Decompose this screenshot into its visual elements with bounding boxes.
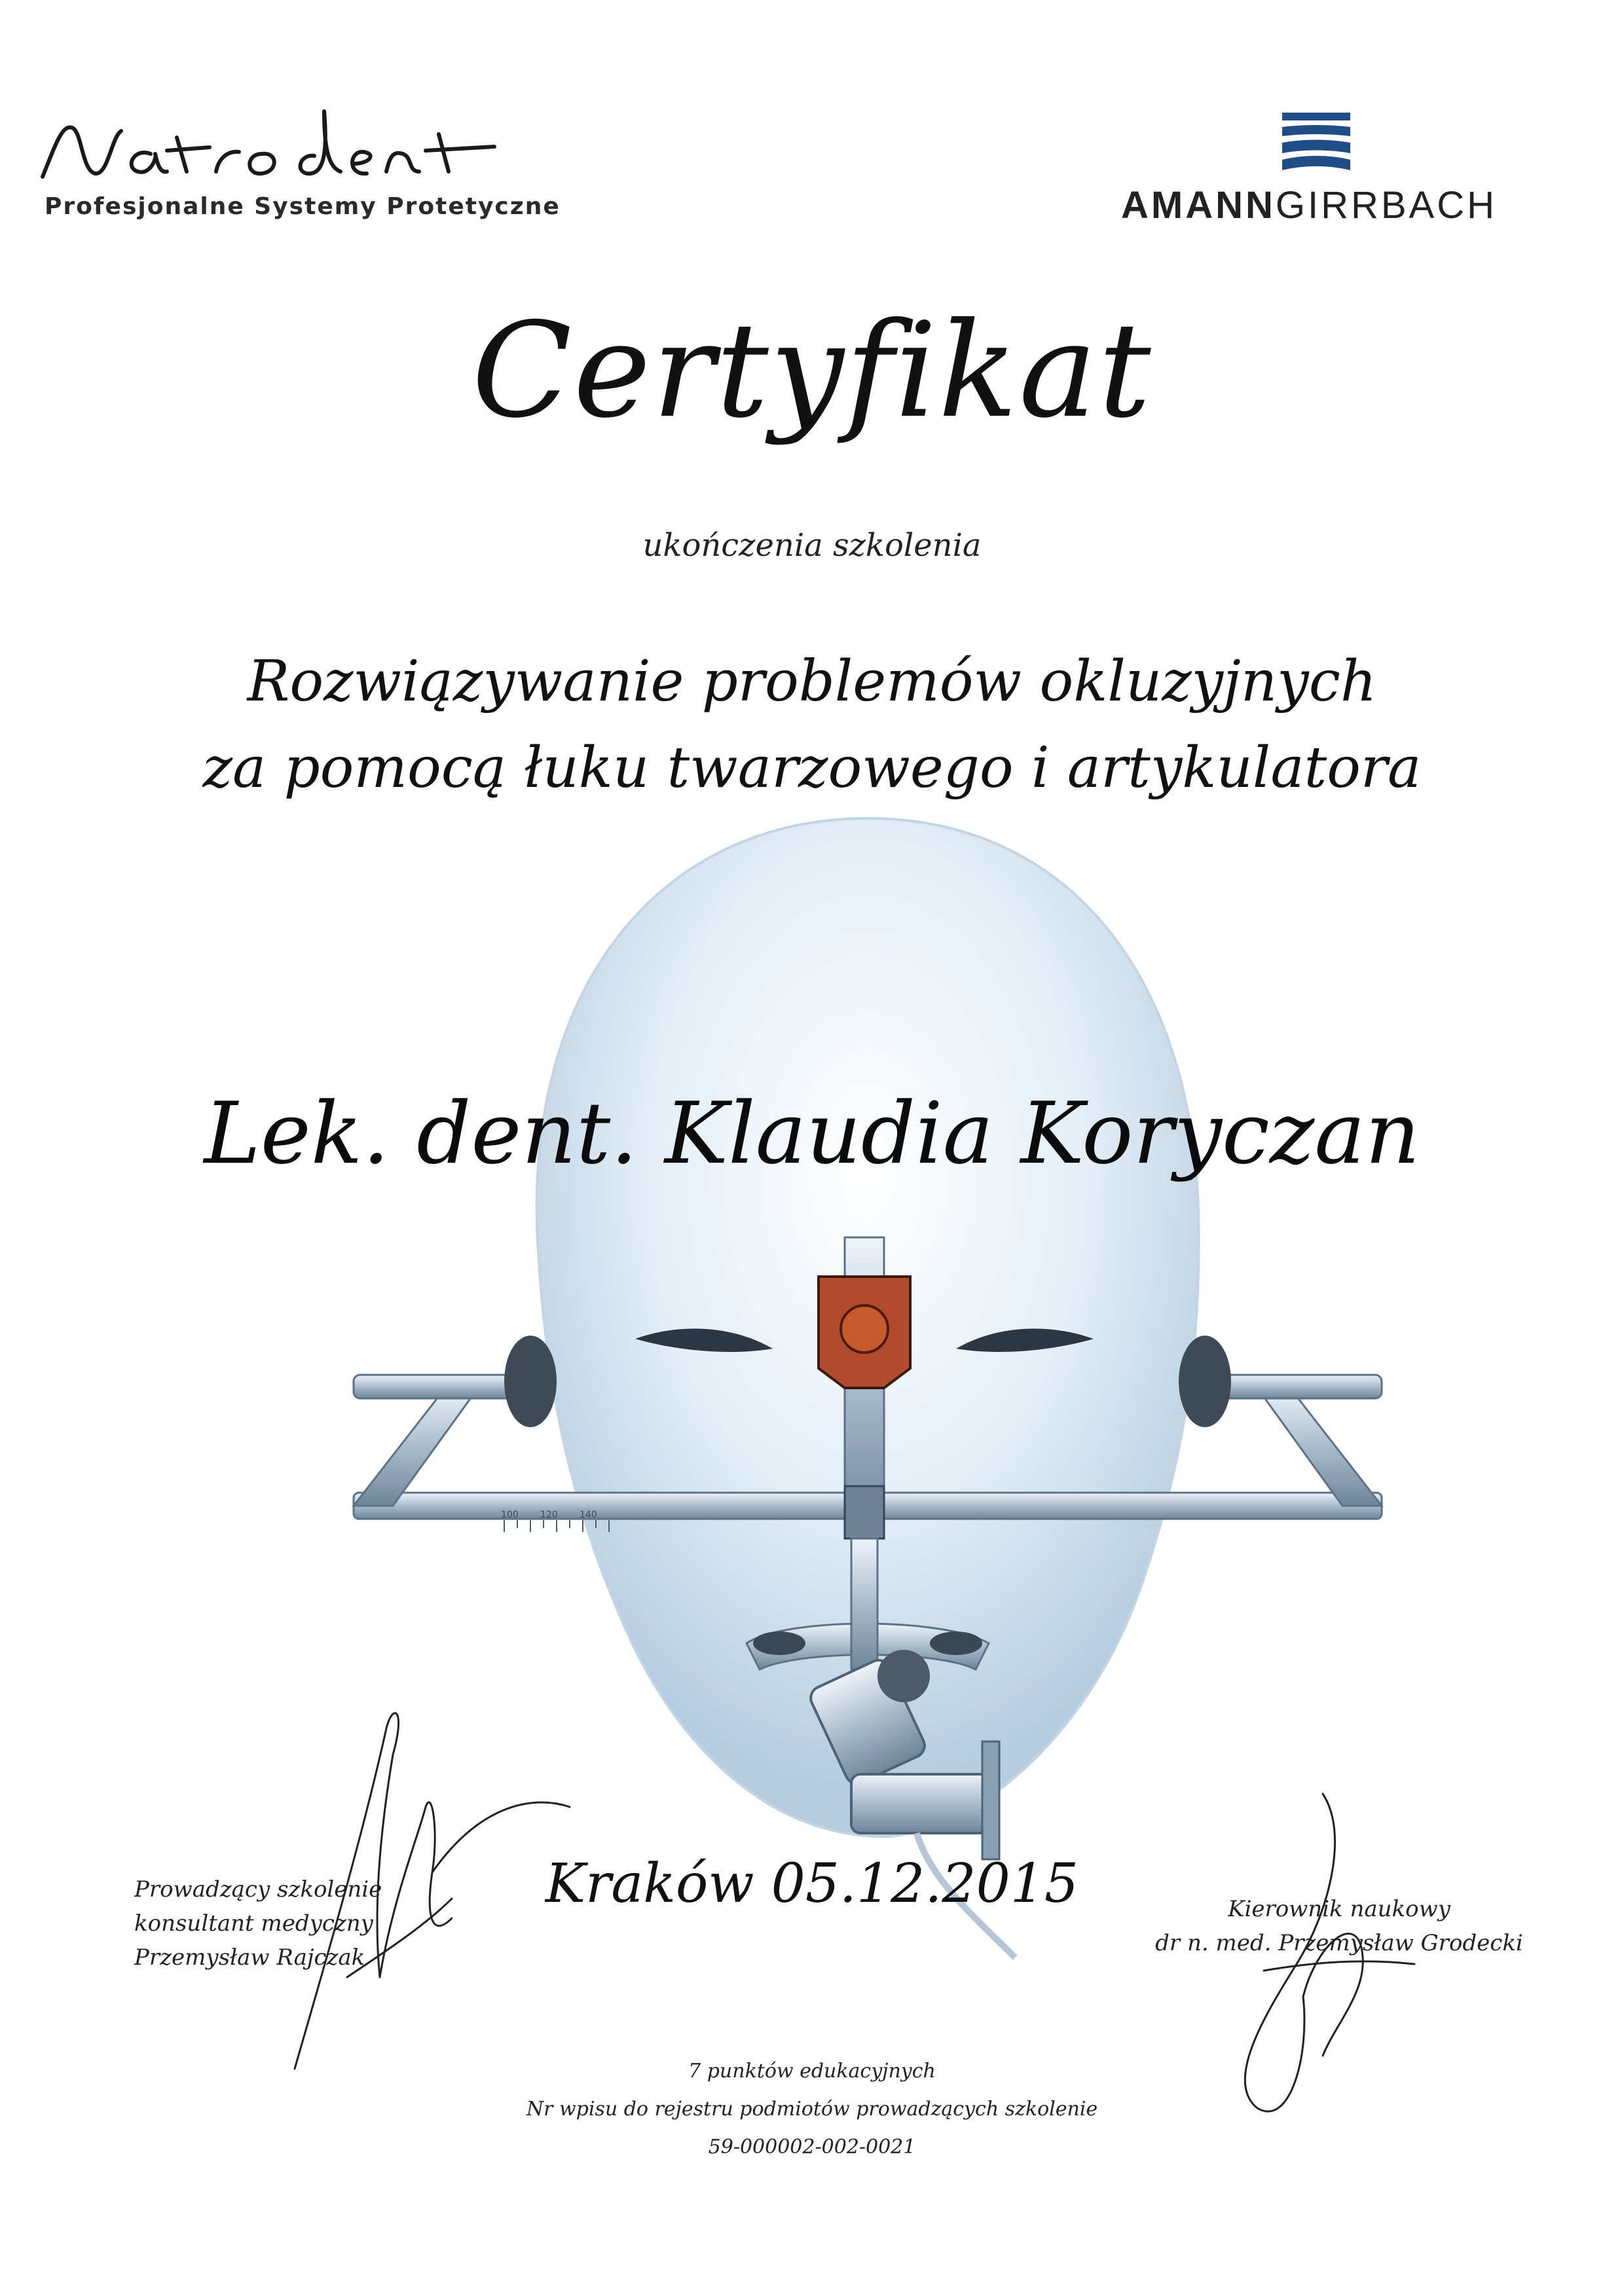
recipient-name: Lek. dent. Klaudia Koryczan	[204, 1084, 1420, 1183]
left-signatory-title: konsultant medyczny	[134, 1910, 373, 1937]
bite-fork-pad-right	[930, 1631, 982, 1655]
certificate-title: Certyfikat	[471, 295, 1153, 447]
left-signatory-role: Prowadzący szkolenie	[134, 1876, 382, 1903]
right-arm	[1257, 1388, 1382, 1506]
right-signatory-name: dr n. med. Przemysław Grodecki	[1155, 1930, 1523, 1956]
footer-info	[0, 2052, 1624, 2166]
left-ear-clamp	[504, 1336, 557, 1427]
bite-fork-stem	[851, 1539, 877, 1669]
place-date: Kraków 05.12.2015	[545, 1853, 1079, 1915]
joint-knob	[877, 1650, 930, 1702]
course-title	[0, 638, 1624, 811]
certificate-subtitle: ukończenia szkolenia	[642, 527, 982, 564]
right-ear-rod	[1211, 1375, 1382, 1398]
left-signatory-name: Przemysław Rajczak	[134, 1944, 365, 1971]
natrodent-logo	[36, 98, 625, 196]
registry-text: Nr wpisu do rejestru podmiotów prowadzących szkolenie	[526, 2098, 1098, 2121]
right-signatory-role: Kierownik naukowy	[1228, 1896, 1450, 1922]
ruler-tick-label: 100	[501, 1510, 519, 1520]
nasion-knob	[841, 1305, 888, 1353]
course-line-1: Rozwiązywanie problemów okluzyjnych	[247, 649, 1377, 714]
ruler-tick-label: 140	[580, 1510, 597, 1520]
ruler-tick-label: 120	[540, 1510, 558, 1520]
right-ear-clamp	[1179, 1336, 1231, 1427]
amann-word: AMANN	[1121, 184, 1276, 227]
registry-number: 59-000002-002-0021	[708, 2136, 916, 2159]
course-line-2: za pomocą łuku twarzowego i artykulatora	[202, 735, 1422, 801]
left-arm	[354, 1388, 478, 1506]
lower-screw	[982, 1741, 999, 1859]
natrodent-tagline: Profesjonalne Systemy Protetyczne	[45, 193, 561, 220]
left-ear-rod	[354, 1375, 524, 1398]
girrbach-word: GIRRBACH	[1275, 184, 1498, 227]
bite-fork-pad-left	[753, 1631, 805, 1655]
lower-clamp	[851, 1774, 995, 1833]
education-points: 7 punktów edukacyjnych	[688, 2060, 936, 2083]
amann-girrbach-wordmark	[1121, 183, 1540, 227]
center-clamp	[845, 1486, 884, 1539]
